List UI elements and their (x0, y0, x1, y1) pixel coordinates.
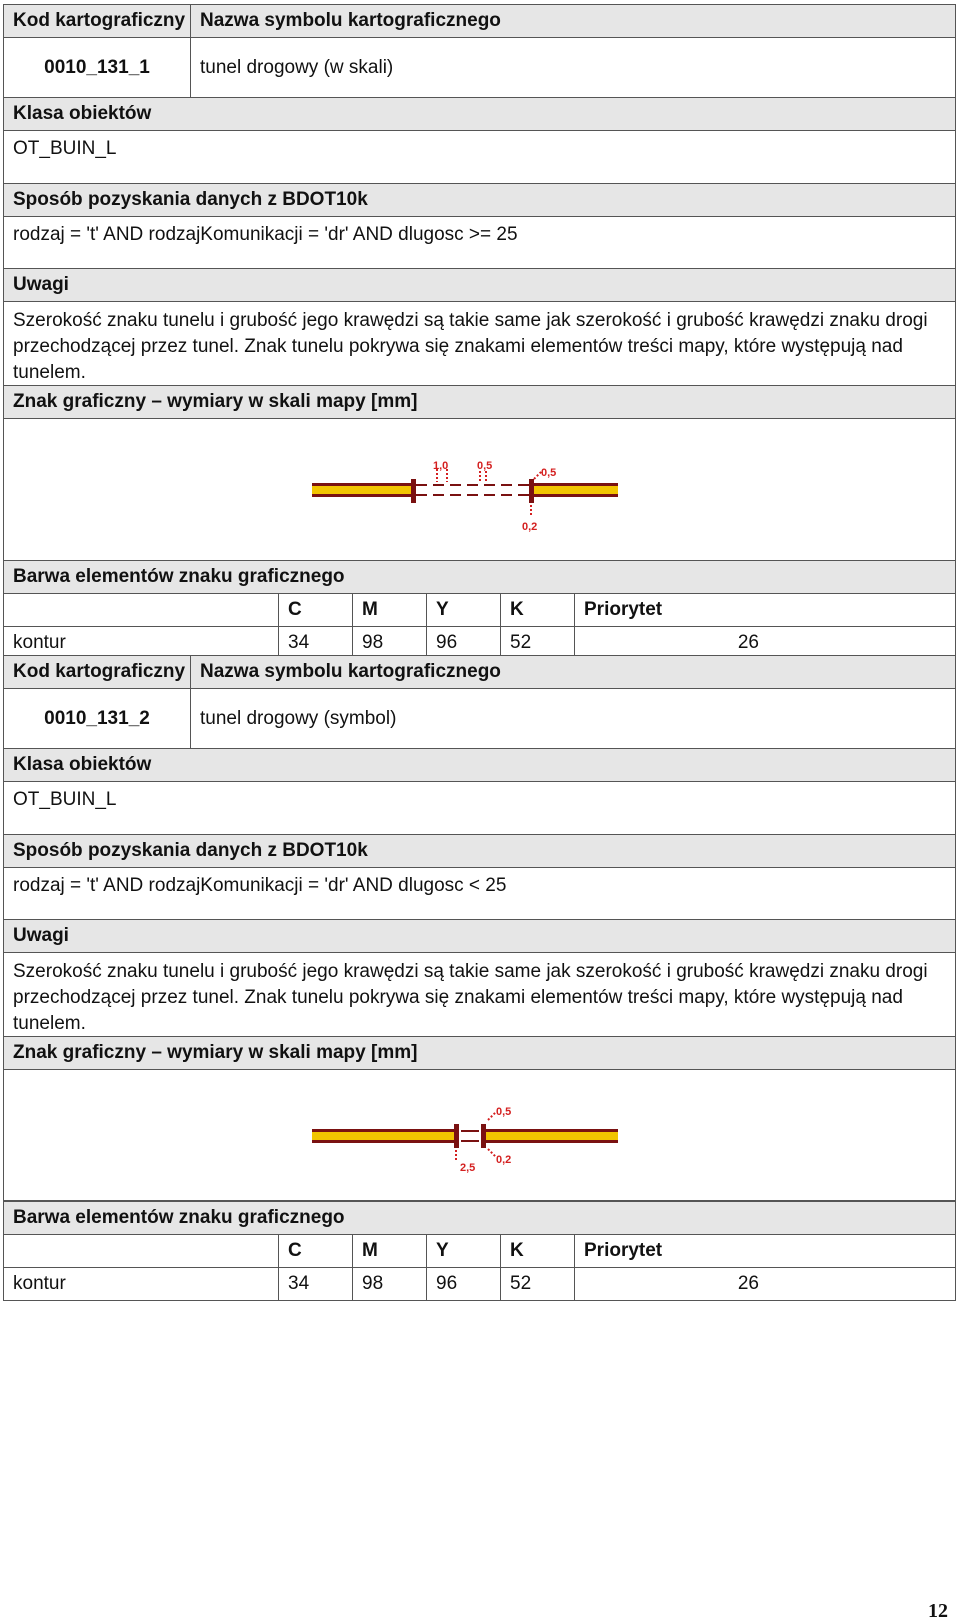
page-number: 12 (928, 1600, 948, 1622)
col-k: K (500, 1235, 574, 1267)
col-y: Y (426, 594, 500, 626)
code-header-row (3, 655, 956, 689)
col-m: M (352, 594, 426, 626)
remarks-row (3, 301, 956, 386)
dimension-label: 2,5 (460, 1162, 476, 1174)
color-columns-row (3, 593, 956, 627)
class-header: Klasa obiektów (13, 754, 152, 775)
remarks-line: tunelem. (13, 362, 86, 383)
remarks-line: przechodzącej przez tunel. Znak tunelu pokrywa się znakami elementów treści mapy, które występują nad (13, 987, 903, 1008)
value-c: 34 (278, 1268, 352, 1300)
col-m: M (352, 1235, 426, 1267)
color-row-label: kontur (13, 632, 66, 653)
value-m: 98 (352, 1268, 426, 1300)
sign-header: Znak graficzny – wymiary w skali mapy [mm] (13, 391, 418, 412)
remarks-header: Uwagi (13, 925, 69, 946)
dimension-label: 0,5 (541, 467, 557, 479)
tunnel-symbol-graphic (4, 419, 957, 560)
name-header: Nazwa symbolu kartograficznego (190, 656, 955, 688)
sign-header: Znak graficzny – wymiary w skali mapy [mm] (13, 1042, 418, 1063)
value-y: 96 (426, 627, 500, 659)
symbol-name: tunel drogowy (w skali) (190, 38, 955, 97)
code-header: Kod kartograficzny (13, 661, 186, 682)
value-m: 98 (352, 627, 426, 659)
col-c: C (278, 1235, 352, 1267)
value-priority: 26 (574, 1268, 955, 1300)
col-k: K (500, 594, 574, 626)
dimension-label: 0,5 (477, 460, 493, 472)
symbol-name: tunel drogowy (symbol) (190, 689, 955, 748)
remarks-line: Szerokość znaku tunelu i grubość jego krawędzi są takie same jak szerokość i grubość krawędzi znaku drogi (13, 310, 928, 331)
class-header-row (3, 97, 956, 131)
code-value-row (3, 688, 956, 749)
value-c: 34 (278, 627, 352, 659)
class-value-row (3, 130, 956, 184)
remarks-line: tunelem. (13, 1013, 86, 1034)
code-header-row (3, 4, 956, 38)
symbol-code: 0010_131_2 (44, 707, 150, 729)
col-y: Y (426, 1235, 500, 1267)
remarks-header-row (3, 919, 956, 953)
method-value: rodzaj = 't' AND rodzajKomunikacji = 'dr' AND dlugosc < 25 (13, 875, 507, 896)
remarks-line: Szerokość znaku tunelu i grubość jego krawędzi są takie same jak szerokość i grubość krawędzi znaku drogi (13, 961, 928, 982)
method-header-row (3, 183, 956, 217)
remarks-header-row (3, 268, 956, 302)
value-k: 52 (500, 1268, 574, 1300)
sign-header-row (3, 385, 956, 419)
class-value: OT_BUIN_L (13, 789, 117, 810)
symbol-code: 0010_131_1 (44, 56, 150, 78)
tunnel-symbol-graphic (4, 1070, 957, 1200)
method-header-row (3, 834, 956, 868)
color-row-label: kontur (13, 1273, 66, 1294)
color-header: Barwa elementów znaku graficznego (13, 566, 345, 587)
code-value-row (3, 37, 956, 98)
color-header: Barwa elementów znaku graficznego (13, 1207, 345, 1228)
remarks-row (3, 952, 956, 1037)
class-header: Klasa obiektów (13, 103, 152, 124)
sign-header-row (3, 1036, 956, 1070)
color-header-row (3, 1201, 956, 1235)
dimension-label: 0,5 (496, 1106, 512, 1118)
col-priority: Priorytet (574, 594, 955, 626)
dimension-label: 0,2 (496, 1154, 512, 1166)
method-header: Sposób pozyskania danych z BDOT10k (13, 840, 368, 861)
method-header: Sposób pozyskania danych z BDOT10k (13, 189, 368, 210)
color-header-row (3, 560, 956, 594)
color-columns-row (3, 1234, 956, 1268)
code-header: Kod kartograficzny (13, 10, 186, 31)
col-c: C (278, 594, 352, 626)
sign-row (3, 1069, 956, 1201)
value-k: 52 (500, 627, 574, 659)
dimension-label: 1,0 (433, 460, 449, 472)
dimension-label: 0,2 (522, 521, 538, 533)
class-header-row (3, 748, 956, 782)
method-value: rodzaj = 't' AND rodzajKomunikacji = 'dr' AND dlugosc >= 25 (13, 224, 518, 245)
value-y: 96 (426, 1268, 500, 1300)
name-header: Nazwa symbolu kartograficznego (190, 5, 955, 37)
remarks-header: Uwagi (13, 274, 69, 295)
value-priority: 26 (574, 627, 955, 659)
remarks-line: przechodzącej przez tunel. Znak tunelu pokrywa się znakami elementów treści mapy, które występują nad (13, 336, 903, 357)
class-value: OT_BUIN_L (13, 138, 117, 159)
method-value-row (3, 216, 956, 269)
method-value-row (3, 867, 956, 920)
class-value-row (3, 781, 956, 835)
sign-row (3, 418, 956, 561)
color-values-row (3, 1267, 956, 1301)
col-priority: Priorytet (574, 1235, 955, 1267)
